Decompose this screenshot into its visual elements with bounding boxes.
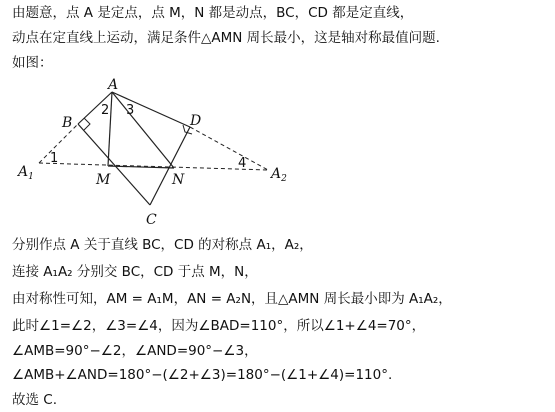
label-d: D [190, 113, 202, 129]
label-m: M [96, 172, 111, 188]
segment-ad [112, 92, 190, 127]
label-a: A [108, 77, 119, 93]
segment-mn [108, 166, 174, 168]
intro-line-3: 如图： [12, 55, 53, 71]
intro-line-2: 动点在定直线上运动，满足条件△AMN 周长最小，这是轴对称最值问题. [12, 30, 440, 46]
solution-line-6: ∠AMB+∠AND=180°−(∠2+∠3)=180°−(∠1+∠4)=110°. [12, 367, 393, 383]
right-angle-b [84, 118, 90, 130]
segment-an [112, 92, 174, 168]
solution-line-5: ∠AMB=90°−∠2，∠AND=90°−∠3， [12, 343, 258, 359]
solution-line-1: 分别作点 A 关于直线 BC，CD 的对称点 A₁，A₂， [12, 237, 313, 253]
label-b: B [62, 115, 73, 131]
solution-line-4: 此时∠1=∠2，∠3=∠4，因为∠BAD=110°，所以∠1+∠4=70°， [12, 318, 426, 334]
angle-label-2: 2 [101, 103, 110, 118]
dashed-a1-a2 [39, 163, 268, 170]
geometry-figure [0, 72, 320, 232]
dashed-d-a2 [190, 127, 268, 170]
segment-dc [150, 127, 190, 205]
solution-line-2: 连接 A₁A₂ 分别交 BC，CD 于点 M，N， [12, 264, 258, 280]
angle-label-4: 4 [238, 156, 247, 171]
intro-line-1: 由题意，点 A 是定点，点 M，N 都是动点，BC，CD 都是定直线， [12, 5, 414, 21]
label-a1: $A_1$ [18, 164, 34, 182]
angle-label-3: 3 [126, 103, 135, 118]
label-a2: $A_2$ [271, 166, 287, 184]
solution-line-7: 故选 C. [12, 392, 58, 408]
solution-line-3: 由对称性可知，AM = A₁M，AN = A₂N，且△AMN 周长最小即为 A₁A₂， [12, 291, 452, 307]
label-n: N [172, 172, 185, 188]
label-c: C [146, 212, 157, 228]
angle-label-1: 1 [50, 151, 59, 166]
